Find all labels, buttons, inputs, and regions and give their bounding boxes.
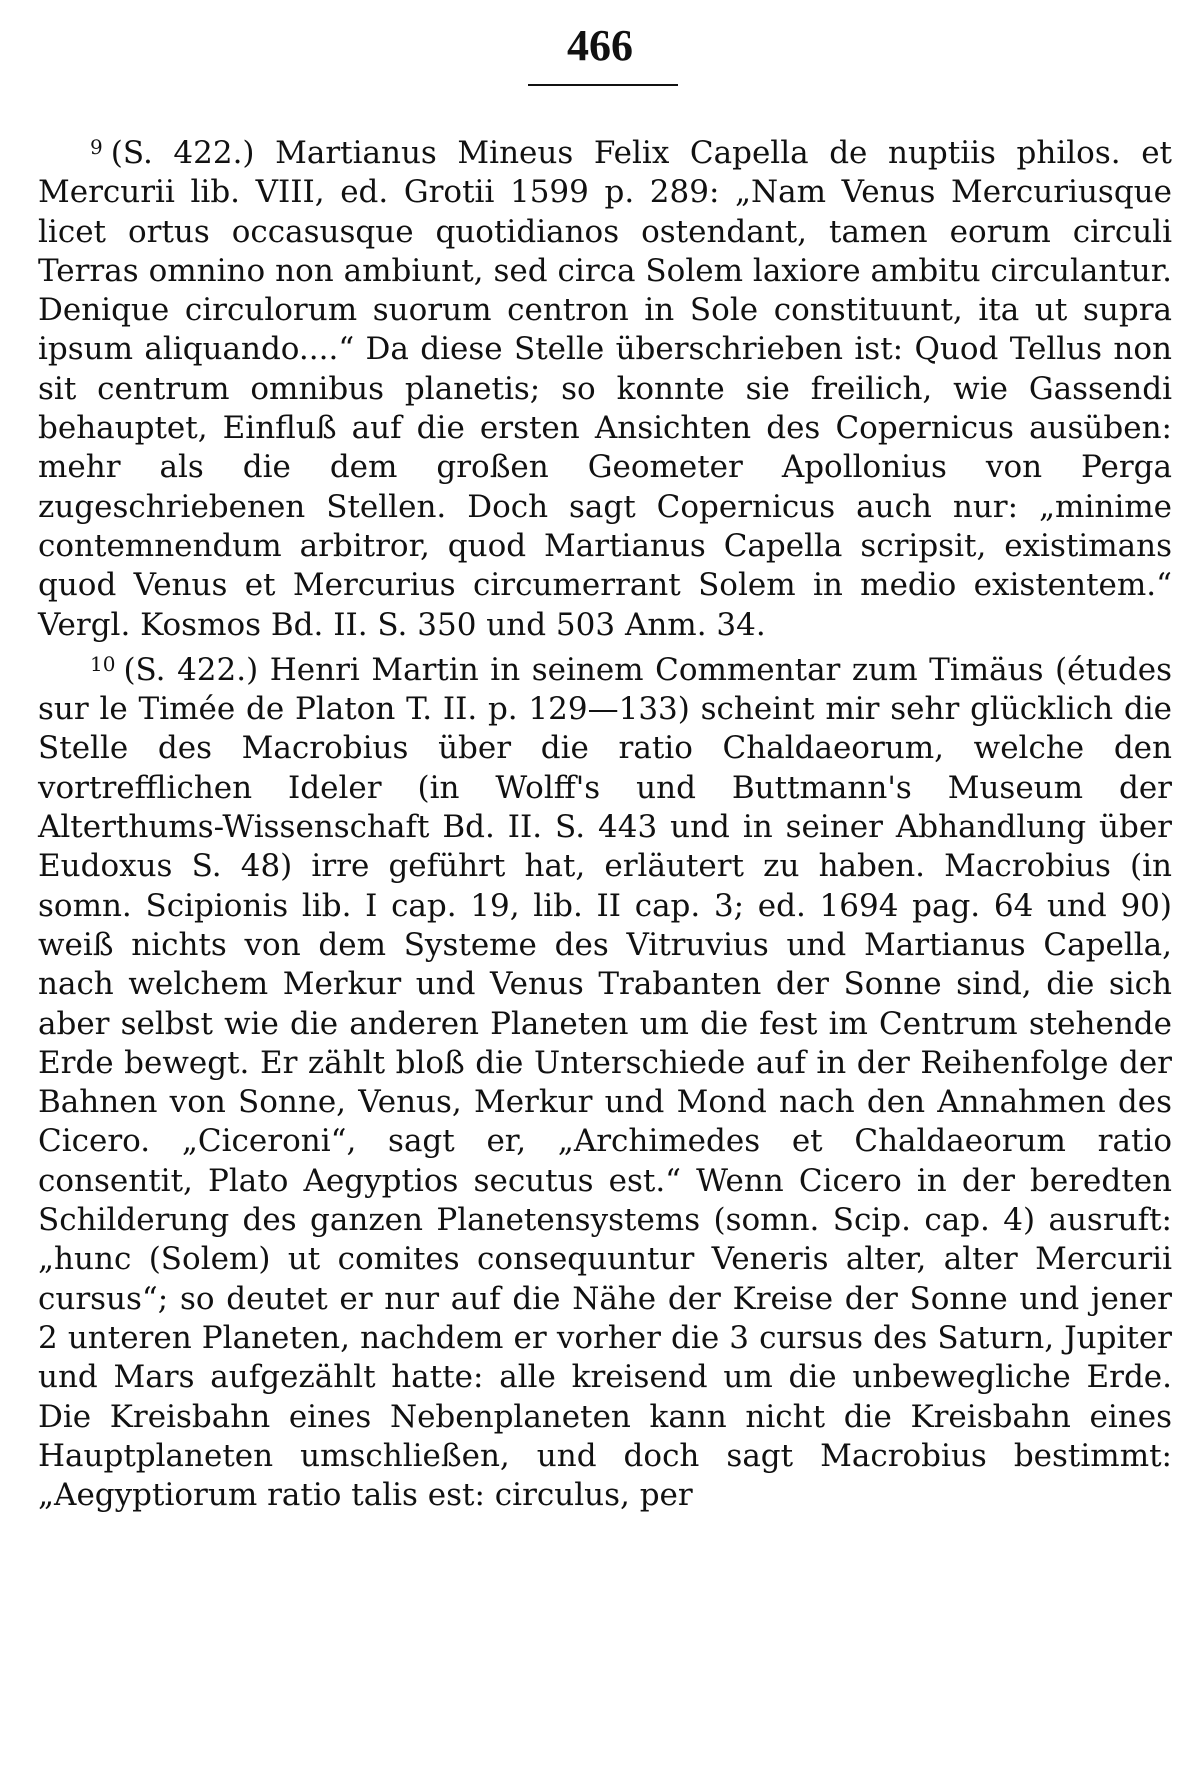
footnote-text: (S. 422.) Martianus Mineus Felix Capella de nuptiis philos. et Mercurii lib. VIII, ed. Grotii 1599 p. 289: „Nam Venus Mercuriusque licet ortus occasusque quotidianos ostendant, tamen eorum circuli Terras omnino non ambiunt, sed circa Solem laxiore ambitu circulantur. Denique circulorum suorum centron in Sole constituunt, ita ut supra ipsum aliquando....“ Da diese Stelle überschrieben ist: Quod Tellus non sit centrum omnibus planetis; so konnte sie freilich, wie Gassendi behauptet, Einfluß auf die ersten Ansichten des Copernicus ausüben: mehr als die dem großen Geometer Apollonius von Perga zugeschriebenen Stellen. Doch sagt Copernicus auch nur: „minime contemnendum arbitror, quod Martianus Capella scripsit, existimans quod Venus et Mercurius circumerrant Solem in medio existentem.“ Vergl. Kosmos Bd. II. S. 350 und 503 Anm. 34. — [38, 135, 1172, 643]
header-rule — [528, 84, 678, 86]
footnote-number: 10 — [90, 651, 116, 676]
footnote-10 — [38, 645, 1172, 1516]
footnote-text: (S. 422.) Henri Martin in seinem Commentar zum Timäus (études sur le Timée de Platon T. II. p. 129—133) scheint mir sehr glücklich die Stelle des Macrobius über die ratio Chaldaeorum, welche den vortrefflichen Ideler (in Wolff's und Buttmann's Museum der Alterthums-Wissenschaft Bd. II. S. 443 und in seiner Abhandlung über Eudoxus S. 48) irre geführt hat, erläutert zu haben. Macrobius (in somn. Scipionis lib. I cap. 19, lib. II cap. 3; ed. 1694 pag. 64 und 90) weiß nichts von dem Systeme des Vitruvius und Martianus Capella, nach welchem Merkur und Venus Trabanten der Sonne sind, die sich aber selbst wie die anderen Planeten um die fest im Centrum stehende Erde bewegt. Er zählt bloß die Unterschiede auf in der Reihenfolge der Bahnen von Sonne, Venus, Merkur und Mond nach den Annahmen des Cicero. „Ciceroni“, sagt er, „Archimedes et Chaldaeorum ratio consentit, Plato Aegyptios secutus est.“ Wenn Cicero in der beredten Schilderung des ganzen Planetensystems (somn. Scip. cap. 4) ausruft: „hunc (Solem) ut comites consequuntur Veneris alter, alter Mercurii cursus“; so deutet er nur auf die Nähe der Kreise der Sonne und jener 2 unteren Planeten, nachdem er vorher die 3 cursus des Saturn, Jupiter und Mars aufgezählt hatte: alle kreisend um die unbewegliche Erde. Die Kreisbahn eines Nebenplaneten kann nicht die Kreisbahn eines Hauptplaneten umschließen, und doch sagt Macrobius bestimmt: „Aegyptiorum ratio talis est: circulus, per — [38, 651, 1172, 1514]
footnote-9 — [38, 128, 1172, 645]
page-number: 466 — [567, 21, 633, 70]
footnote-number: 9 — [90, 135, 103, 159]
